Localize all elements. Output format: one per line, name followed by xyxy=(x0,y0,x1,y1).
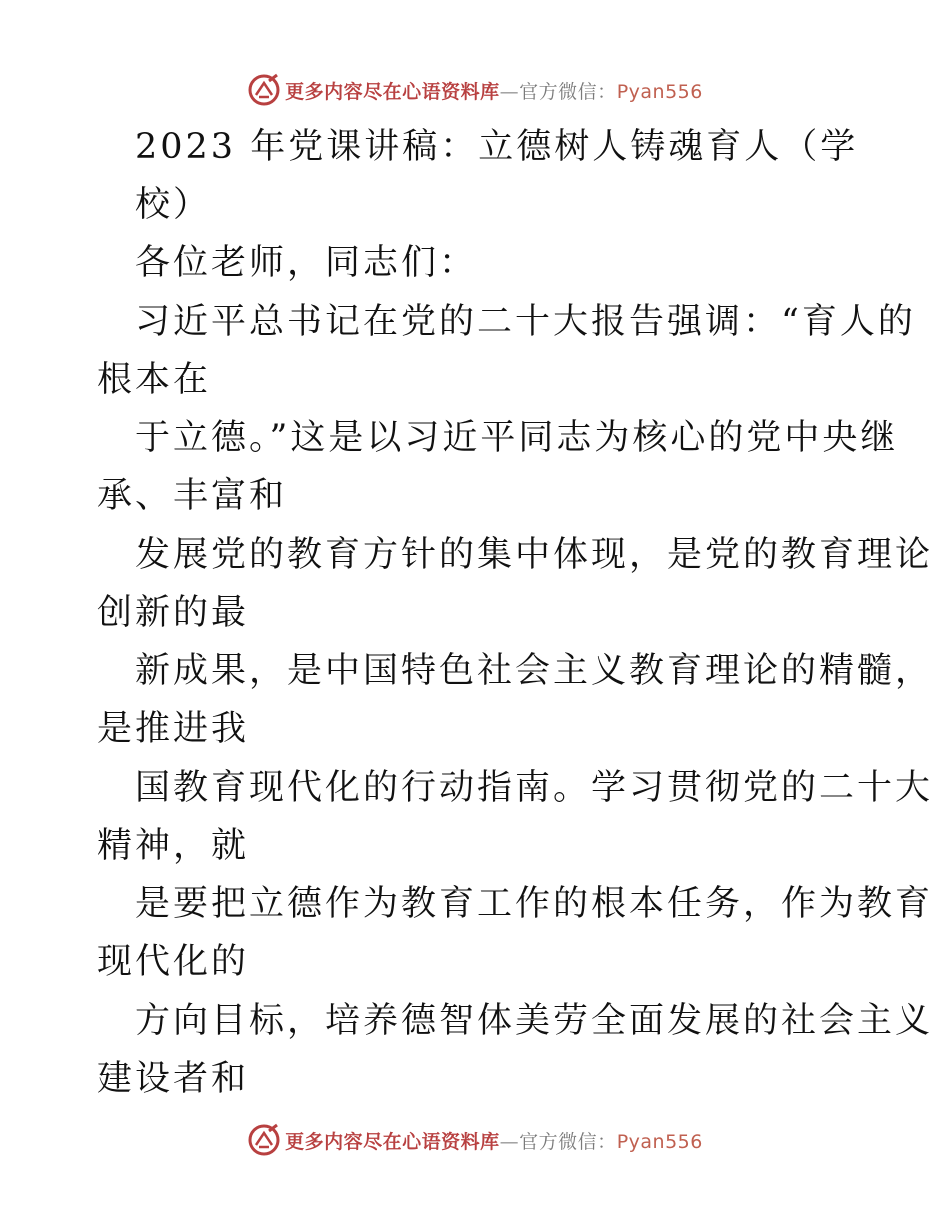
paragraph-line: 发展党的教育方针的集中体现，是党的教育理论 xyxy=(135,535,934,575)
book-pen-logo-icon xyxy=(247,73,281,107)
paragraph-line: 习近平总书记在党的二十大报告强调：“育人的 xyxy=(135,302,916,342)
paragraph-line: 创新的最 xyxy=(97,593,250,633)
banner-separator: — xyxy=(499,80,520,103)
footer-banner xyxy=(0,1120,950,1160)
paragraph-line: 国教育现代化的行动指南。学习贯彻党的二十大 xyxy=(135,768,934,808)
paragraph-line: 新成果，是中国特色社会主义教育理论的精髓， xyxy=(135,651,934,691)
paragraph-line: 是要把立德作为教育工作的根本任务，作为教育 xyxy=(135,884,934,924)
banner-slogan: 更多内容尽在心语资料库 xyxy=(285,1130,500,1153)
banner-slogan: 更多内容尽在心语资料库 xyxy=(285,80,500,103)
document-title-line-1: 2023 年党课讲稿：立德树人铸魂育人（学 xyxy=(135,127,859,167)
paragraph-line: 于立德。”这是以习近平同志为核心的党中央继 xyxy=(135,418,899,458)
wechat-label: 官方微信： xyxy=(519,1130,617,1153)
paragraph-line: 是推进我 xyxy=(97,709,250,749)
wechat-id: Pyan556 xyxy=(616,1130,703,1153)
banner-separator: — xyxy=(499,1130,520,1153)
book-pen-logo-icon xyxy=(247,1123,281,1157)
paragraph-line: 根本在 xyxy=(97,360,212,400)
header-banner xyxy=(0,70,950,110)
paragraph-line: 精神，就 xyxy=(97,826,250,866)
paragraph-line: 建设者和 xyxy=(97,1059,250,1099)
paragraph-line: 方向目标，培养德智体美劳全面发展的社会主义 xyxy=(135,1001,934,1041)
paragraph-line: 现代化的 xyxy=(97,942,250,982)
document-title-line-2: 校） xyxy=(135,185,212,225)
wechat-label: 官方微信： xyxy=(519,80,617,103)
paragraph-line: 承、丰富和 xyxy=(97,476,288,516)
wechat-id: Pyan556 xyxy=(616,80,703,103)
salutation: 各位老师，同志们： xyxy=(135,243,478,283)
